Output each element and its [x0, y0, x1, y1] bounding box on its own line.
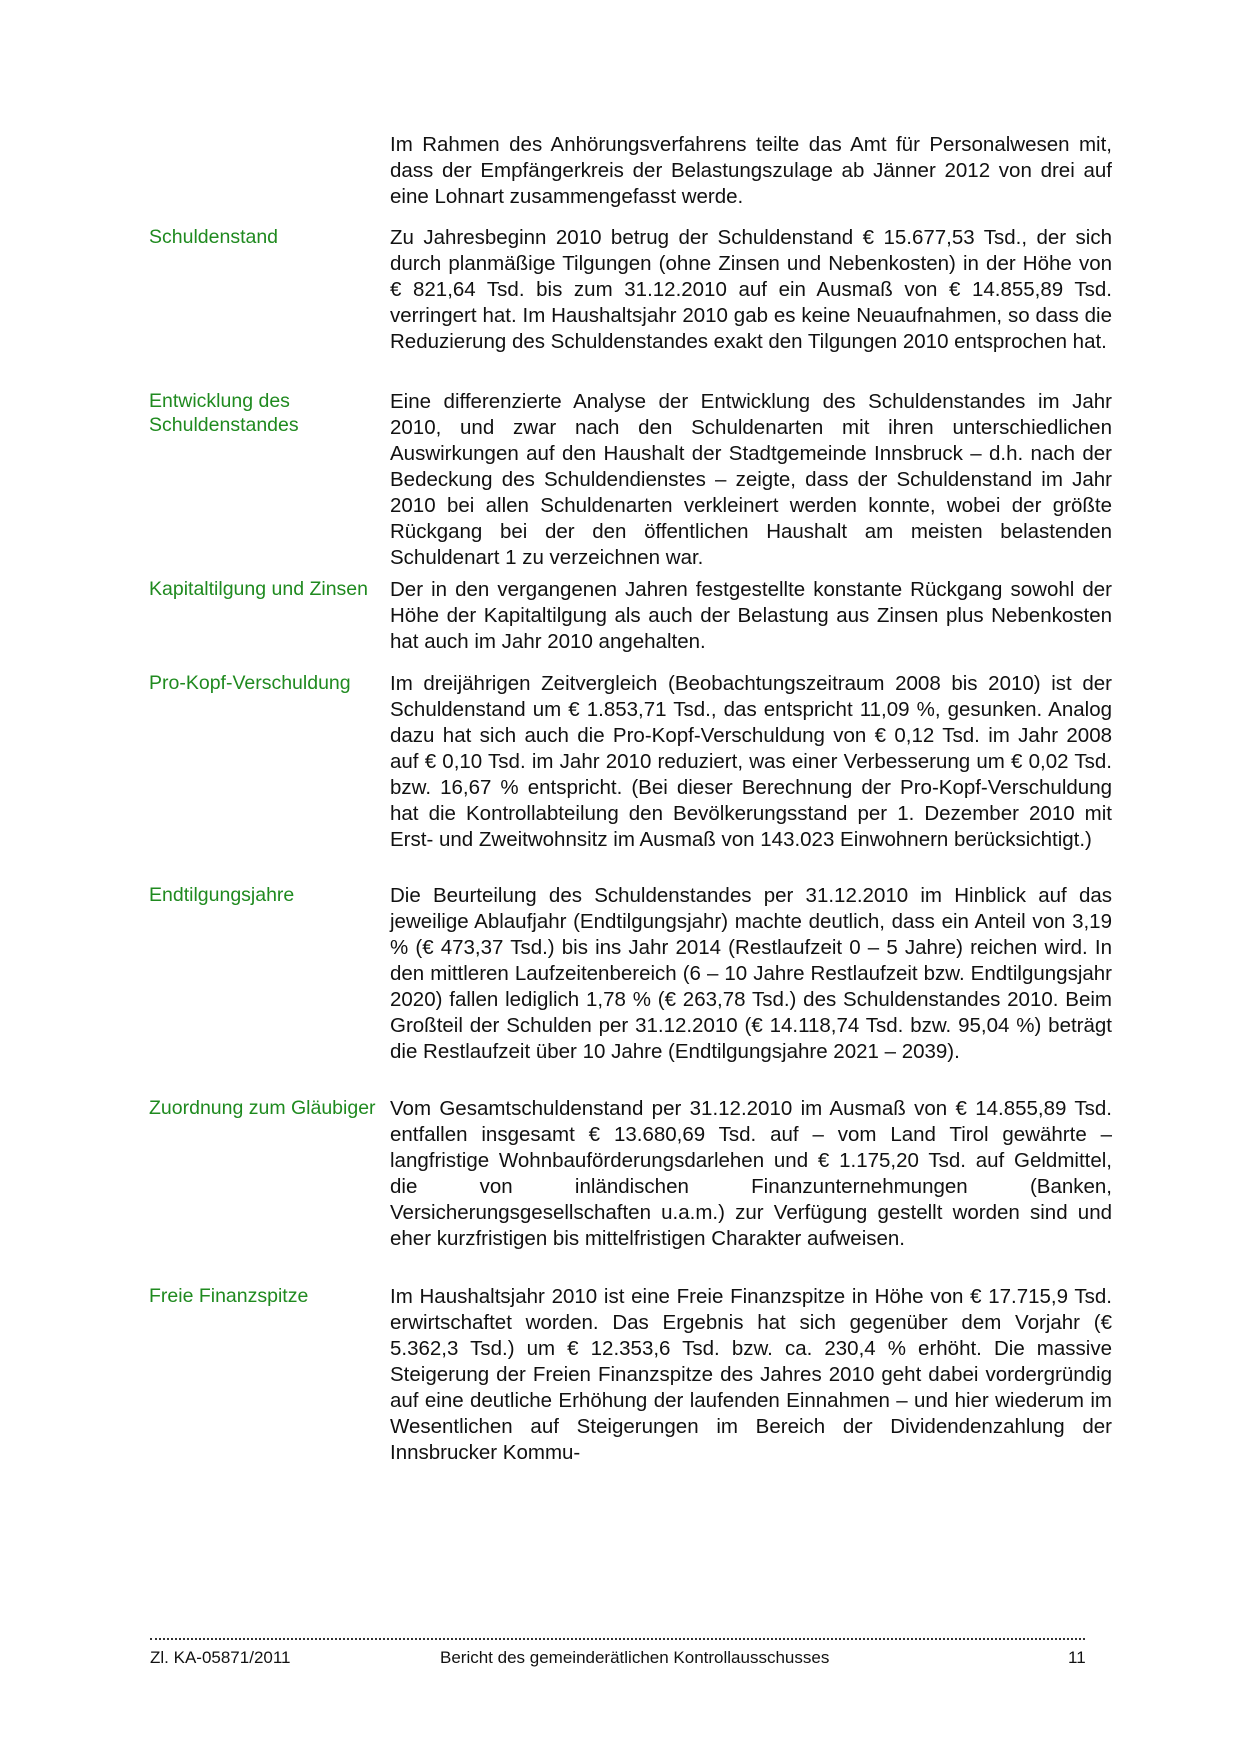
footer-divider	[150, 1638, 1085, 1640]
margin-label-schuldenstand: Schuldenstand	[149, 226, 279, 248]
paragraph-finanzspitze: Im Haushaltsjahr 2010 ist eine Freie Finanzspitze in Höhe von € 17.715,9 Tsd. erwirtschaftet worden. Das Ergebnis hat sich gegenüber dem Vorjahr (€ 5.362,3 Tsd.) um € 12.353,6 Tsd. bzw. ca. 230,4 % erhöht. Die massive Steigerung der Freien Finanzspitze des Jahres 2010 geht dabei vordergründig auf eine deutliche Erhöhung der laufenden Einnahmen – und hier wiederum im Wesentlichen auf Steigerungen im Bereich der Dividendenzahlung der Innsbrucker Kommu-	[390, 1285, 1112, 1464]
margin-label-finanzspitze: Freie Finanzspitze	[149, 1285, 309, 1307]
margin-label-endtilgungsjahre: Endtilgungsjahre	[149, 884, 295, 906]
page-number: 11	[1068, 1648, 1086, 1667]
margin-label-kapitaltilgung: Kapitaltilgung und Zinsen	[149, 578, 368, 600]
paragraph-pro-kopf: Im dreijährigen Zeitvergleich (Beobachtungszeitraum 2008 bis 2010) ist der Schuldenstand um € 1.853,71 Tsd., das entspricht 11,09 %, gesunken. Analog dazu hat sich auch die Pro-Kopf-Verschuldung von € 0,12 Tsd. im Jahr 2008 auf € 0,10 Tsd. im Jahr 2010 reduziert, was einer Verbesserung um € 0,02 Tsd. bzw. 16,67 % entspricht. (Bei dieser Berechnung der Pro-Kopf-Verschuldung hat die Kontrollabteilung den Bevölkerungsstand per 1. Dezember 2010 mit Erst- und Zweitwohnsitz im Ausmaß von 143.023 Einwohnern berücksichtigt.)	[390, 672, 1112, 851]
margin-label-entwicklung: Entwicklung des Schuldenstandes	[149, 390, 299, 436]
footer-title: Bericht des gemeinderätlichen Kontrollausschusses	[440, 1648, 830, 1667]
paragraph-endtilgungsjahre: Die Beurteilung des Schuldenstandes per 31.12.2010 im Hinblick auf das jeweilige Ablaufjahr (Endtilgungsjahr) machte deutlich, dass ein Anteil von 3,19 % (€ 473,37 Tsd.) bis ins Jahr 2014 (Restlaufzeit 0 – 5 Jahre) reichen wird. In den mittleren Laufzeitenbereich (6 – 10 Jahre Restlaufzeit bzw. Endtilgungsjahr 2020) fallen lediglich 1,78 % (€ 263,78 Tsd.) des Schuldenstandes 2010. Beim Großteil der Schulden per 31.12.2010 (€ 14.118,74 Tsd. bzw. 95,04 %) beträgt die Restlaufzeit über 10 Jahre (Endtilgungsjahre 2021 – 2039).	[390, 884, 1112, 1063]
footer-reference: Zl. KA-05871/2011	[150, 1648, 291, 1667]
margin-label-pro-kopf: Pro-Kopf-Verschuldung	[149, 672, 351, 694]
paragraph-schuldenstand: Zu Jahresbeginn 2010 betrug der Schuldenstand € 15.677,53 Tsd., der sich durch planmäßige Tilgungen (ohne Zinsen und Nebenkosten) in der Höhe von € 821,64 Tsd. bis zum 31.12.2010 auf ein Ausmaß von € 14.855,89 Tsd. verringert hat. Im Haushaltsjahr 2010 gab es keine Neuaufnahmen, so dass die Reduzierung des Schuldenstandes exakt den Tilgungen 2010 entsprochen hat.	[390, 226, 1112, 353]
intro-paragraph: Im Rahmen des Anhörungsverfahrens teilte das Amt für Personalwesen mit, dass der Empfängerkreis der Belastungszulage ab Jänner 2012 von drei auf eine Lohnart zusammengefasst werde.	[390, 133, 1112, 208]
paragraph-kapitaltilgung: Der in den vergangenen Jahren festgestellte konstante Rückgang sowohl der Höhe der Kapitaltilgung als auch der Belastung aus Zinsen plus Nebenkosten hat auch im Jahr 2010 angehalten.	[390, 578, 1112, 653]
margin-label-glaeubiger: Zuordnung zum Gläubiger	[149, 1097, 376, 1119]
paragraph-entwicklung: Eine differenzierte Analyse der Entwicklung des Schuldenstandes im Jahr 2010, und zwar nach den Schuldenarten mit ihren unterschiedlichen Auswirkungen auf den Haushalt der Stadtgemeinde Innsbruck – d.h. nach der Bedeckung des Schuldendienstes – zeigte, dass der Schuldenstand im Jahr 2010 bei allen Schuldenarten verkleinert werden konnte, wobei der größte Rückgang bei der den öffentlichen Haushalt am meisten belastenden Schuldenart 1 zu verzeichnen war.	[390, 390, 1112, 569]
paragraph-glaeubiger: Vom Gesamtschuldenstand per 31.12.2010 im Ausmaß von € 14.855,89 Tsd. entfallen insgesamt € 13.680,69 Tsd. auf – vom Land Tirol gewährte – langfristige Wohnbauförderungsdarlehen und € 1.175,20 Tsd. auf Geldmittel, die von inländischen Finanzunternehmungen (Banken, Versicherungsgesellschaften u.a.m.) zur Verfügung gestellt worden sind und eher kurzfristigen bis mittelfristigen Charakter aufweisen.	[390, 1097, 1112, 1250]
